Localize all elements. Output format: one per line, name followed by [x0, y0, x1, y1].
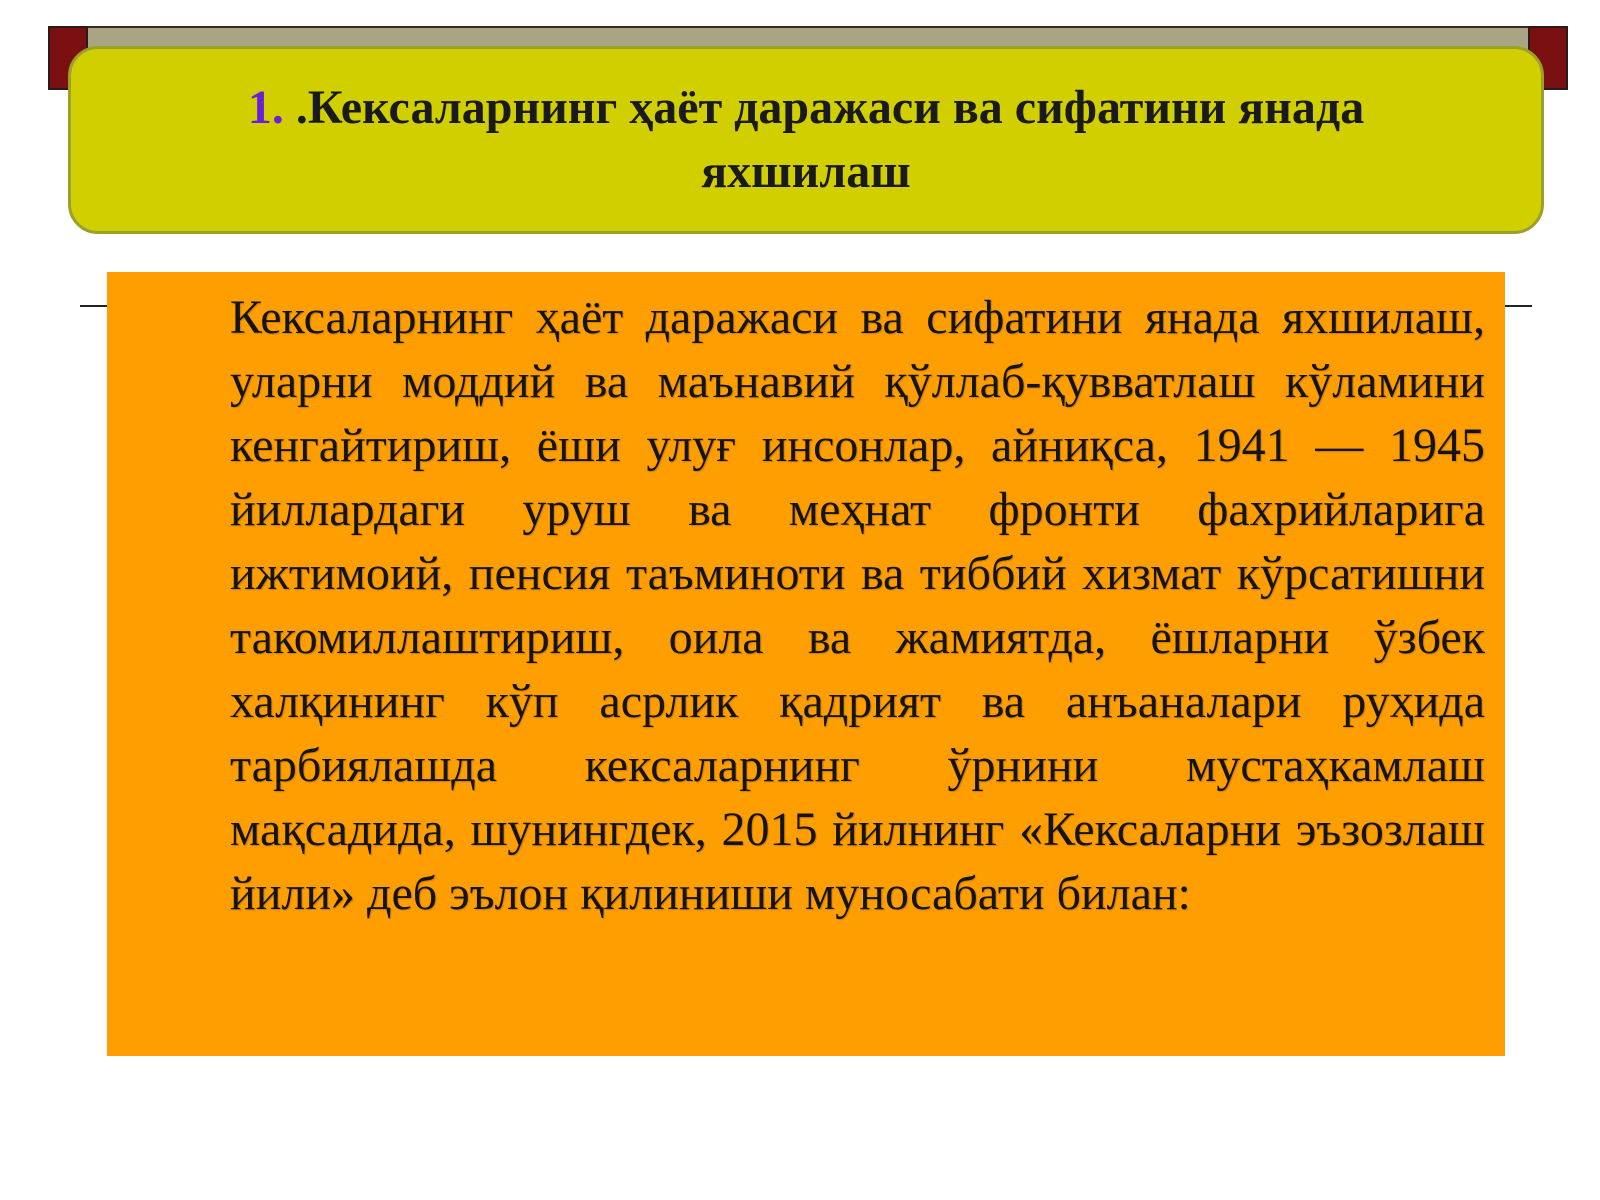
body-paragraph: Кексаларнинг ҳаёт даражаси ва сифатини янада яхшилаш, уларни моддий ва маънавий қўллаб-қувватлаш кўламини кенгайтириш, ёши улуғ инсонлар, айниқса, 1941 — 1945 йиллардаги уруш ва меҳнат фронти фахрийларига ижтимоий, пенсия таъминоти ва тиббий хизмат кўрсатишни такомиллаштириш, оила ва жамиятда, ёшларни ўзбек халқининг кўп асрлик қадрият ва анъаналари руҳида тарбиялашда кексаларнинг ўрнини мустаҳкамлаш мақсадида, шунингдек, 2015 йилнинг «Кексаларни эъзозлаш йили» деб эълон қилиниши муносабати билан: — [230, 291, 1485, 920]
slide-title — [171, 76, 1441, 204]
content-box — [107, 272, 1505, 1056]
divider-right — [1504, 305, 1532, 307]
title-text: .Кексаларнинг ҳаёт даражаси ва сифатини янада яхшилаш — [295, 81, 1365, 198]
divider-left — [80, 305, 108, 307]
title-number: 1. — [247, 81, 284, 134]
title-box — [68, 46, 1544, 234]
